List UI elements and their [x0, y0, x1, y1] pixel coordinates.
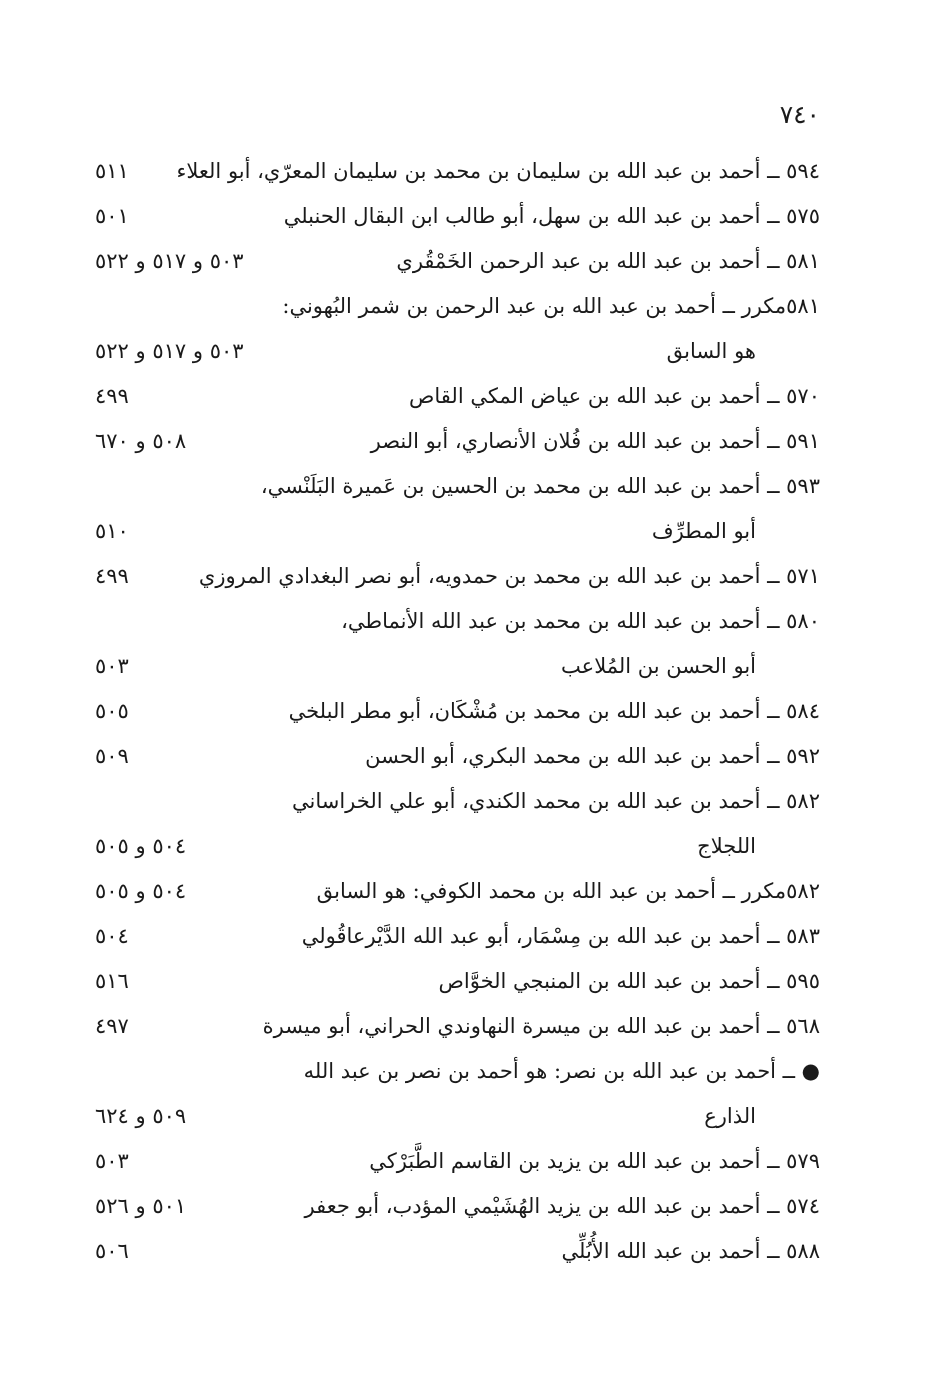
entry-text: ٥٨١مكرر ــ أحمد بن عبد الله بن عبد الرحمن بن شمر البُهوني: — [282, 294, 820, 318]
entry-text: ٥٩٤ ــ أحمد بن عبد الله بن سليمان بن محمد بن سليمان المعرّي، أبو العلاء — [176, 159, 820, 183]
entry-text: ٥٧٩ ــ أحمد بن عبد الله بن يزيد بن القاسم الطَّبَرْكي — [369, 1149, 820, 1173]
entry-refs: ٥٠١ — [95, 204, 129, 228]
entry-text: ٥٨٨ ــ أحمد بن عبد الله الأُبُلِّي — [561, 1239, 820, 1263]
index-entry — [95, 1008, 820, 1044]
entry-text: الذارع — [704, 1104, 756, 1128]
index-entry-continuation — [95, 648, 820, 684]
entry-refs: ٥٠٩ و ٦٢٤ — [95, 1104, 187, 1128]
entry-refs: ٥٠٨ و ٦٧٠ — [95, 429, 187, 453]
index-entry-continuation — [95, 513, 820, 549]
index-entry — [95, 1233, 820, 1269]
index-entry-cross-reference — [95, 1053, 820, 1089]
index-entry — [95, 558, 820, 594]
entry-refs: ٥١٠ — [95, 519, 129, 543]
entry-text: ٥٨٢ ــ أحمد بن عبد الله بن محمد الكندي، أبو علي الخراساني — [292, 789, 820, 813]
index-entry — [95, 153, 820, 189]
index-entry — [95, 378, 820, 414]
entry-refs: ٥٠٩ — [95, 744, 129, 768]
index-entry — [95, 693, 820, 729]
entry-text: أبو المطرِّف — [651, 519, 756, 543]
entry-text: ٥٦٨ ــ أحمد بن عبد الله بن ميسرة النهاوندي الحراني، أبو ميسرة — [262, 1014, 820, 1038]
index-entry-continuation — [95, 333, 820, 369]
entry-text: أبو الحسن بن المُلاعب — [561, 654, 756, 678]
entry-text: اللجلاج — [697, 834, 756, 858]
entry-text: ٥٧٥ ــ أحمد بن عبد الله بن سهل، أبو طالب ابن البقال الحنبلي — [283, 204, 820, 228]
entry-refs: ٥٠٣ و ٥١٧ و ٥٢٢ — [95, 339, 244, 363]
index-entry — [95, 738, 820, 774]
index-entry-continuation — [95, 1098, 820, 1134]
index-entry — [95, 1188, 820, 1224]
entry-refs: ٤٩٩ — [95, 564, 129, 588]
entry-text: ٥٩٢ ــ أحمد بن عبد الله بن محمد البكري، أبو الحسن — [365, 744, 820, 768]
entry-refs: ٥٠٤ — [95, 924, 129, 948]
index-entry — [95, 423, 820, 459]
index-entry — [95, 468, 820, 504]
entry-text: ٥٧٠ ــ أحمد بن عبد الله بن عياض المكي القاص — [409, 384, 820, 408]
entry-refs: ٥٠٣ — [95, 1149, 129, 1173]
entry-text: ● ــ أحمد بن عبد الله بن نصر: هو أحمد بن نصر بن عبد الله — [303, 1059, 820, 1083]
entry-text: ٥٧٤ ــ أحمد بن عبد الله بن يزيد الهُشَيْمي المؤدب، أبو جعفر — [304, 1194, 820, 1218]
entry-refs: ٥١٦ — [95, 969, 129, 993]
index-entry — [95, 603, 820, 639]
index-entry — [95, 198, 820, 234]
entry-text: ٥٧١ ــ أحمد بن عبد الله بن محمد بن حمدويه، أبو نصر البغدادي المروزي — [198, 564, 820, 588]
entry-refs: ٥٠١ و ٥٢٦ — [95, 1194, 187, 1218]
entry-refs: ٥٠٥ — [95, 699, 129, 723]
entry-text: ٥٩٣ ــ أحمد بن عبد الله بن محمد بن الحسين بن عَميرة البَلَنْسي، — [260, 474, 820, 498]
entry-text: ٥٩١ ــ أحمد بن عبد الله بن فُلان الأنصاري، أبو النصر — [370, 429, 820, 453]
index-entry — [95, 243, 820, 279]
entry-refs: ٥٠٤ و ٥٠٥ — [95, 834, 187, 858]
page-number: ٧٤٠ — [779, 100, 820, 129]
index-entry — [95, 1143, 820, 1179]
entry-refs: ٥٠٣ و ٥١٧ و ٥٢٢ — [95, 249, 244, 273]
entry-text: ٥٨٤ ــ أحمد بن عبد الله بن محمد بن مُشْكَان، أبو مطر البلخي — [288, 699, 820, 723]
entry-refs: ٤٩٧ — [95, 1014, 129, 1038]
entry-text: هو السابق — [666, 339, 756, 363]
entry-text: ٥٩٥ ــ أحمد بن عبد الله بن المنبجي الخوَّاص — [438, 969, 820, 993]
entry-refs: ٥٠٤ و ٥٠٥ — [95, 879, 187, 903]
index-entry — [95, 783, 820, 819]
index-entry — [95, 963, 820, 999]
entry-refs: ٤٩٩ — [95, 384, 129, 408]
index-entry-continuation — [95, 828, 820, 864]
entry-text: ٥٨٣ ــ أحمد بن عبد الله بن مِسْمَار، أبو عبد الله الدَّيْرعاقُولي — [301, 924, 820, 948]
index-entry — [95, 873, 820, 909]
entry-refs: ٥٠٣ — [95, 654, 129, 678]
entry-refs: ٥١١ — [95, 159, 129, 183]
entry-text: ٥٨١ ــ أحمد بن عبد الله بن عبد الرحمن الخَمْقُري — [396, 249, 820, 273]
index-entry — [95, 918, 820, 954]
entry-refs: ٥٠٦ — [95, 1239, 129, 1263]
entry-text: ٥٨٢مكرر ــ أحمد بن عبد الله بن محمد الكوفي: هو السابق — [316, 879, 820, 903]
index-entry — [95, 288, 820, 324]
entry-text: ٥٨٠ ــ أحمد بن عبد الله بن محمد بن عبد الله الأنماطي، — [341, 609, 820, 633]
